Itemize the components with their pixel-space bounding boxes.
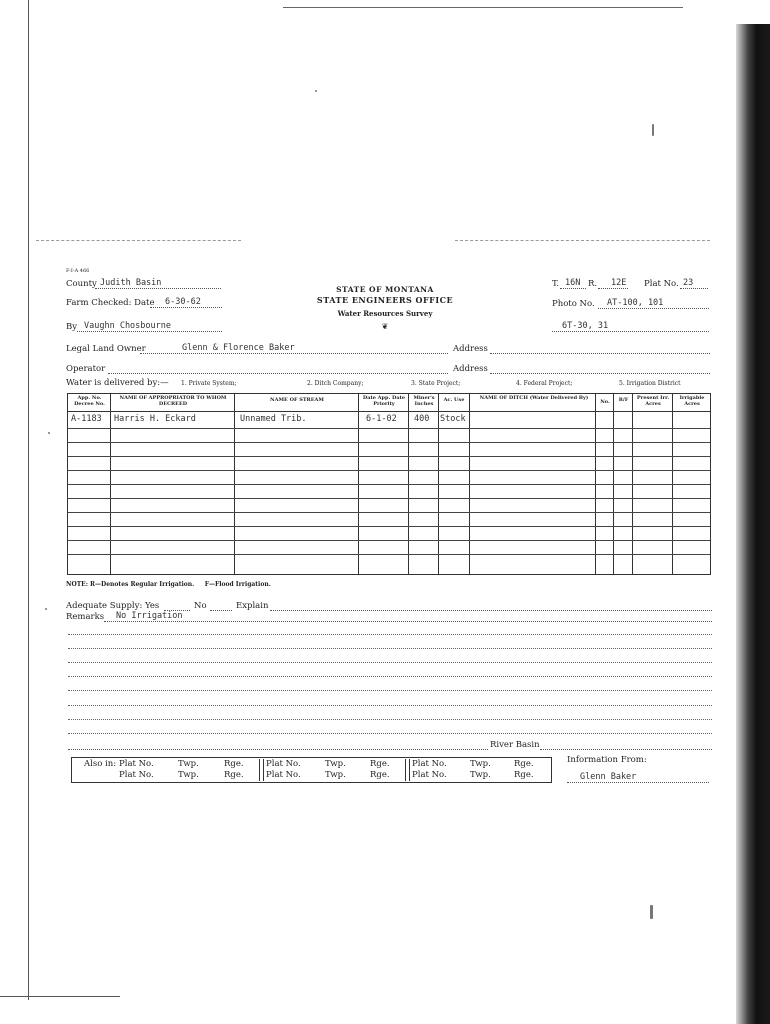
also-plat-label: Plat No. [266,770,301,780]
scan-speck [315,90,317,92]
table-cell-miners-inches: 400 [414,414,430,424]
col-header-app-no: App. No. Decree No. [74,395,105,407]
also-twp-label: Twp. [470,770,491,780]
plat-label: Plat No. [644,279,679,289]
supply-no-label: No [194,601,207,611]
address2-label: Address [453,364,488,374]
table-cell-date: 6-1-02 [366,414,397,424]
remarks-line [104,621,712,622]
also-twp-label: Twp. [178,770,199,780]
delivery-option-federal: 4. Federal Project; [516,380,573,387]
by-line [77,331,222,332]
remarks-line [68,719,712,720]
fold-line [455,240,710,241]
table-row-rule [68,512,710,513]
county-value: Judith Basin [100,278,162,288]
table-cell-ac-use: Stock [440,414,466,424]
col-header-date: Date App. Date Priority [362,395,406,407]
state-title: STATE OF MONTANA [336,285,434,294]
table-row-rule [68,442,710,443]
also-rge-label: Rge. [514,759,534,769]
remarks-line [68,733,712,734]
range-value: 12E [611,278,627,288]
township-value: 16N [565,278,581,288]
scan-speck [650,905,653,919]
legal-owner-value: Glenn & Florence Baker [182,343,295,353]
table-cell-appropriator: Harris H. Eckard [114,414,196,424]
by-label: By [66,322,78,332]
range-line [598,288,628,289]
remarks-line [68,648,712,649]
plat-value: 23 [683,278,694,288]
table-row-rule [68,540,710,541]
photo-line [598,308,709,309]
col-header-appropriator: NAME OF APPROPRIATOR TO WHOM DECREED [119,395,227,407]
office-title: STATE ENGINEERS OFFICE [316,295,454,305]
remarks-line [68,705,712,706]
also-twp-label: Twp. [325,759,346,769]
scan-speck [652,124,654,136]
table-row-rule [68,456,710,457]
also-rge-label: Rge. [224,770,244,780]
fold-line [36,240,241,241]
form-id: F-I-A 466 [66,268,90,274]
farm-checked-value: 6-30-62 [165,297,201,307]
range-label: R. [588,279,598,289]
information-from-label: Information From: [567,755,647,765]
remarks-line [68,676,712,677]
col-header-ac-use: Ac. Use [443,397,465,403]
also-plat-label: Plat No. [119,770,154,780]
also-in-separator [259,759,264,781]
col-header-miners-inches: Miner's Inches [413,395,435,407]
also-in-separator [405,759,410,781]
water-rights-table [67,393,711,575]
address2-line [490,373,710,374]
farm-checked-line [150,307,222,308]
township-line [560,288,586,289]
table-cell-stream: Unnamed Trib. [240,414,307,424]
photo-line-2 [552,331,709,332]
table-row-rule [68,526,710,527]
supply-explain-line [270,610,712,611]
supply-label: Adequate Supply: Yes [66,601,160,611]
col-header-irrigable-acres: Irrigable Acres [679,395,705,407]
address-line [490,353,710,354]
plat-line [680,288,708,289]
scan-shadow-right [736,24,770,1024]
county-label: County [66,279,97,289]
remarks-line [68,690,712,691]
river-basin-label: River Basin [490,740,540,750]
operator-line [108,373,448,374]
table-row-rule [68,498,710,499]
delivery-option-irrigation: 5. Irrigation District [619,380,681,387]
col-header-present-acres: Present Irr. Acres [636,395,670,407]
col-header-ditch: NAME OF DITCH (Water Delivered By) [479,395,589,401]
operator-label: Operator [66,364,106,374]
farm-checked-label: Farm Checked: Date [66,298,155,308]
delivery-option-state: 3. State Project; [411,380,461,387]
delivery-label: Water is delivered by:— [66,378,169,388]
irrigation-note: NOTE: R—Denotes Regular Irrigation. F—Flood Irrigation. [66,581,271,588]
river-basin-line [68,749,488,750]
scan-speck [48,432,50,434]
col-header-no: No. [600,399,610,405]
remarks-value: No Irrigation [116,611,183,621]
also-twp-label: Twp. [470,759,491,769]
also-plat-label: Plat No. [266,759,301,769]
supply-explain-label: Explain [236,601,269,611]
remarks-label: Remarks [66,612,105,622]
river-basin-line-end [540,749,712,750]
also-in-lead: Also in: [84,759,117,769]
also-plat-label: Plat No. [412,759,447,769]
township-label: T. [552,279,560,289]
legal-owner-label: Legal Land Owner [66,344,146,354]
county-line [95,288,221,289]
remarks-line [68,662,712,663]
table-row-rule [68,554,710,555]
also-rge-label: Rge. [224,759,244,769]
also-rge-label: Rge. [514,770,534,780]
also-rge-label: Rge. [370,770,390,780]
also-plat-label: Plat No. [119,759,154,769]
table-header-rule [68,411,710,412]
photo-value-2: 6T-30, 31 [562,321,609,331]
address-label: Address [453,344,488,354]
scan-edge-top [283,7,683,8]
table-cell-app-no: A-1183 [71,414,102,424]
photo-label: Photo No. [552,299,595,309]
also-plat-label: Plat No. [412,770,447,780]
table-row-rule [68,484,710,485]
table-row-rule [68,428,710,429]
scan-edge-bottom [0,996,120,997]
also-twp-label: Twp. [325,770,346,780]
survey-title: Water Resources Survey [337,309,433,318]
col-header-rf: R/F [618,397,629,403]
state-seal-icon: ❦ [381,322,389,331]
remarks-line [68,634,712,635]
delivery-option-private: 1. Private System; [181,380,237,387]
also-in-box [71,757,552,783]
delivery-option-ditch: 2. Ditch Company; [307,380,364,387]
by-value: Vaughn Chosbourne [84,321,171,331]
col-header-stream: NAME OF STREAM [270,397,324,403]
information-from-line [567,782,709,783]
information-from-value: Glenn Baker [580,772,637,782]
supply-no-line [210,610,232,611]
also-rge-label: Rge. [370,759,390,769]
scan-edge-left [28,0,29,1000]
also-twp-label: Twp. [178,759,199,769]
scan-speck [45,608,47,610]
table-row-rule [68,470,710,471]
photo-value: AT-100, 101 [607,298,664,308]
legal-owner-line [140,353,448,354]
